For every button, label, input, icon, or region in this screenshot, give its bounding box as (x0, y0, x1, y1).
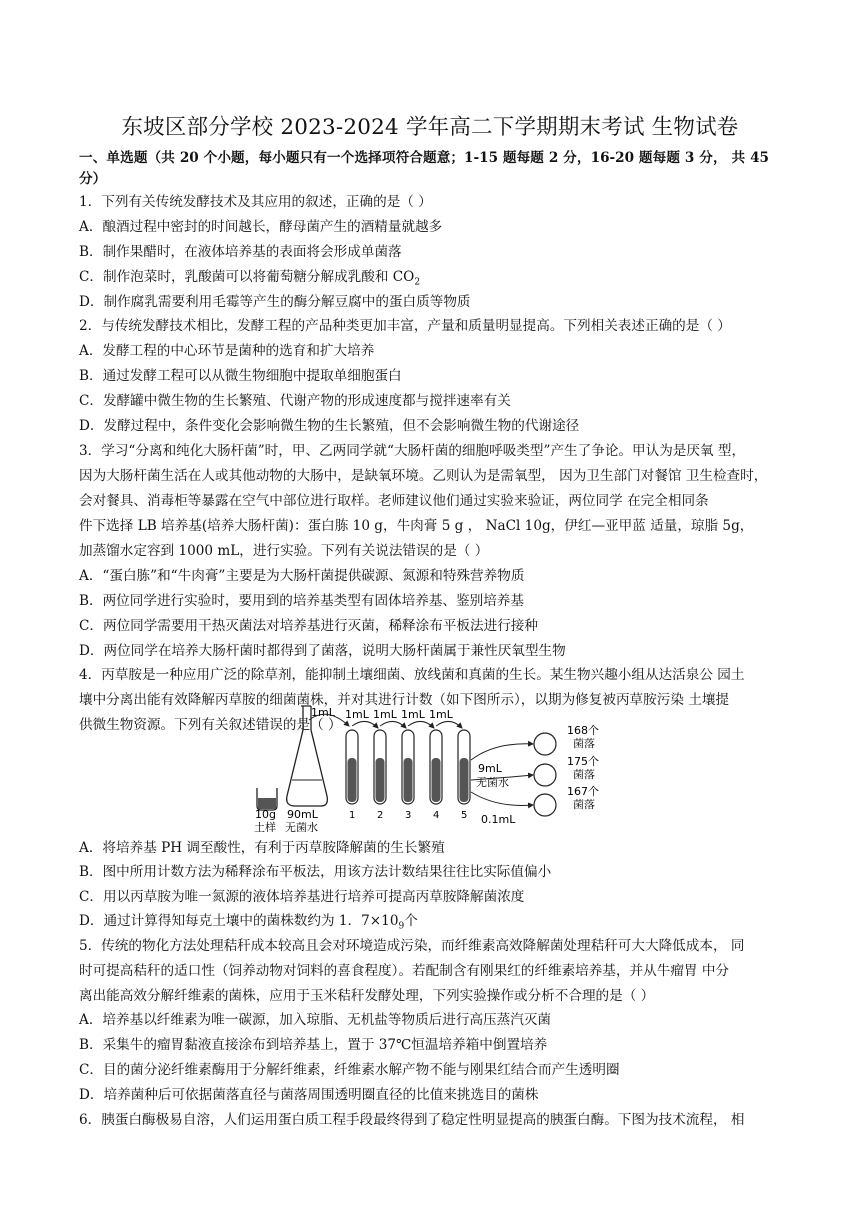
section-heading (79, 148, 769, 169)
transfer-arrow-3 (408, 721, 434, 728)
q3-option-d: D．两位同学在培养大肠杆菌时都得到了菌落，说明大肠杆菌属于兼性厌氧型生物 (79, 643, 566, 659)
tube-number-2: 2 (377, 810, 384, 821)
q1-option-d: D．制作腐乳需要利用毛霉等产生的酶分解豆腐中的蛋白质等物质 (79, 294, 471, 310)
tube-number-5: 5 (461, 810, 468, 821)
q2-stem: 2．与传统发酵技术相比，发酵工程的产品种类更加丰富，产量和质量明显提高。下列相关表述正确的是（ ） (79, 318, 731, 334)
q5-option-a: A．培养基以纤维素为唯一碳源，加入琼脂、无机盐等物质后进行高压蒸汽灭菌 (79, 1012, 552, 1028)
q5-option-b: B．采集牛的瘤胃黏液直接涂布到培养基上，置于 37℃恒温培养箱中倒置培养 (79, 1037, 548, 1053)
q4-option-a: A．将培养基 PH 调至酸性，有利于丙草胺降解菌的生长繁殖 (79, 840, 445, 856)
tube-2 (374, 730, 386, 804)
transfer-arrow-4 (436, 721, 462, 728)
plate-count-1: 168个 (567, 724, 599, 737)
q1-option-c-text: C．制作泡菜时，乳酸菌可以将葡萄糖分解成乳酸和 CO (79, 269, 415, 285)
q5-stem-line-1: 5．传统的物化方法处理秸秆成本较高且会对环境造成污染，而纤维素高效降解菌处理秸秆可大大降低成本， 同 (79, 938, 745, 954)
tube-number-1: 1 (349, 810, 356, 821)
q5-stem-line-2: 时可提高秸秆的适口性（饲养动物对饲料的喜食程度）。若配制含有刚果红的纤维素培养基，并从牛瘤胃 中分 (79, 963, 730, 979)
tube-volume-label: 9mL (478, 762, 502, 775)
q4-option-d-tail: 个 (404, 913, 418, 929)
q4-option-d-exponent: 9 (398, 921, 405, 932)
tube-number-4: 4 (433, 810, 440, 821)
q4-option-c: C．用以丙草胺为唯一氮源的液体培养基进行培养可提高丙草胺降解菌浓度 (79, 889, 525, 905)
q6-stem-line-1: 6．胰蛋白酶极易自溶，人们运用蛋白质工程手段最终得到了稳定性明显提高的胰蛋白酶。下图为技术流程， 相 (79, 1112, 745, 1128)
tube-1 (346, 730, 358, 804)
tube-water-label: 无菌水 (476, 776, 509, 789)
q2-option-b: B．通过发酵工程可以从微生物细胞中提取单细胞蛋白 (79, 368, 402, 384)
q3-option-b: B．两位同学进行实验时，要用到的培养基类型有固体培养基、鉴别培养基 (79, 593, 524, 609)
transfer-label-first: 1mL (311, 706, 335, 719)
tube-5 (458, 730, 470, 804)
q5-stem-line-3: 离出能高效分解纤维素的菌株，应用于玉米秸秆发酵处理，下列实验操作或分析不合理的是（ ） (79, 988, 655, 1004)
plate-count-2: 175个 (567, 755, 599, 768)
plate-unit-1: 菌落 (573, 737, 595, 750)
dilution-diagram (245, 702, 620, 832)
transfer-arrow-2 (380, 721, 406, 728)
transfer-label-3: 1mL (401, 708, 425, 721)
section-heading-line-1: 一、单选题（共 20 个小题，每小题只有一个选择项符合题意；1-15 题每题 2 分，16-20 题每题 3 分， 共 45 (79, 150, 769, 166)
exam-title: 东坡区部分学校 2023-2024 学年高二下学期期末考试 生物试卷 (121, 115, 739, 140)
transfer-label-2: 1mL (373, 708, 397, 721)
petri-dish-icon-1 (534, 733, 556, 755)
tube-3 (402, 730, 414, 804)
q3-stem-line-5: 加蒸馏水定容到 1000 mL，进行实验。下列有关说法错误的是（ ） (79, 543, 489, 559)
transfer-label-1: 1mL (345, 708, 369, 721)
q3-option-a: A．“蛋白胨”和“牛肉膏”主要是为大肠杆菌提供碳源、氮源和特殊营养物质 (79, 568, 525, 584)
soil-label: 土样 (254, 821, 276, 832)
soil-amount-label: 10g (255, 808, 276, 821)
q4-option-d-text: D．通过计算得知每克土壤中的菌株数约为 1．7×10 (79, 913, 399, 929)
q4-stem-line-2: 壤中分离出能有效降解丙草胺的细菌菌株，并对其进行计数（如下图所示），以期为修复被丙草胺污染 土壤提 (79, 692, 730, 708)
q2-option-c: C．发酵罐中微生物的生长繁殖、代谢产物的形成速度都与搅拌速率有关 (79, 393, 511, 409)
q4-option-b: B．图中所用计数方法为稀释涂布平板法，用该方法计数结果往往比实际值偏小 (79, 864, 552, 880)
flask-label: 无菌水 (285, 821, 318, 832)
spread-arrow-3 (471, 792, 533, 805)
flask-icon (287, 706, 328, 806)
q1-option-a: A．酿酒过程中密封的时间越长，酵母菌产生的酒精量就越多 (79, 219, 443, 235)
q1-option-b: B．制作果醋时，在液体培养基的表面将会形成单菌落 (79, 244, 402, 260)
petri-dish-icon-3 (534, 794, 556, 816)
petri-dish-icon-2 (534, 764, 556, 786)
q1-stem: 1．下列有关传统发酵技术及其应用的叙述，正确的是（ ） (79, 194, 432, 210)
transfer-arrow-1 (352, 721, 378, 728)
q2-option-d: D．发酵过程中，条件变化会影响微生物的生长繁殖，但不会影响微生物的代谢途径 (79, 418, 580, 434)
q3-stem-line-2: 因为大肠杆菌生活在人或其他动物的大肠中，是缺氧环境。乙则认为是需氧型， 因为卫生部门对餐馆 卫生检查时， (79, 468, 768, 484)
spread-arrow-1 (471, 744, 533, 760)
q4-option-d (79, 911, 779, 938)
flask-volume-label: 90mL (287, 808, 318, 821)
q4-stem-line-3: 供微生物资源。下列有关叙述错误的是（ ） (79, 717, 342, 733)
spread-volume-label: 0.1mL (481, 813, 516, 826)
plate-unit-2: 菌落 (573, 768, 595, 781)
tube-number-3: 3 (405, 810, 412, 821)
section-heading-line-2: 分） (79, 171, 107, 187)
q5-option-c: C．目的菌分泌纤维素酶用于分解纤维素，纤维素水解产物不能与刚果红结合而产生透明圈 (79, 1062, 620, 1078)
soil-beaker-icon (257, 788, 277, 810)
q3-stem-line-3: 会对餐具、消毒柜等暴露在空气中部位进行取样。老师建议他们通过实验来验证，两位同学 在完全相同条 (79, 493, 709, 509)
q3-stem-line-4: 件下选择 LB 培养基(培养大肠杆菌)：蛋白胨 10 g，牛肉膏 5 g ， NaCl 10g，伊红—亚甲蓝 适量，琼脂 5g， (79, 518, 754, 534)
plate-unit-3: 菌落 (573, 798, 595, 811)
q5-option-d: D．培养菌种后可依据菌落直径与菌落周围透明圈直径的比值来挑选目的菌株 (79, 1087, 539, 1103)
q1-option-c-subscript: 2 (414, 277, 421, 288)
plate-count-3: 167个 (567, 785, 599, 798)
q2-option-a: A．发酵工程的中心环节是菌种的选育和扩大培养 (79, 343, 375, 359)
q3-option-c: C．两位同学需要用干热灭菌法对培养基进行灭菌，稀释涂布平板法进行接种 (79, 618, 538, 634)
q3-stem-line-1: 3．学习“分离和纯化大肠杆菌”时，甲、乙两同学就“大肠杆菌的细胞呼吸类型”产生了争论。甲认为是厌氧 型， (79, 443, 746, 459)
tube-4 (430, 730, 442, 804)
q4-stem-line-1: 4．丙草胺是一种应用广泛的除草剂，能抑制土壤细菌、放线菌和真菌的生长。某生物兴趣小组从达活泉公 园土 (79, 667, 745, 683)
transfer-label-4: 1mL (429, 708, 453, 721)
q1-option-c (79, 267, 779, 294)
